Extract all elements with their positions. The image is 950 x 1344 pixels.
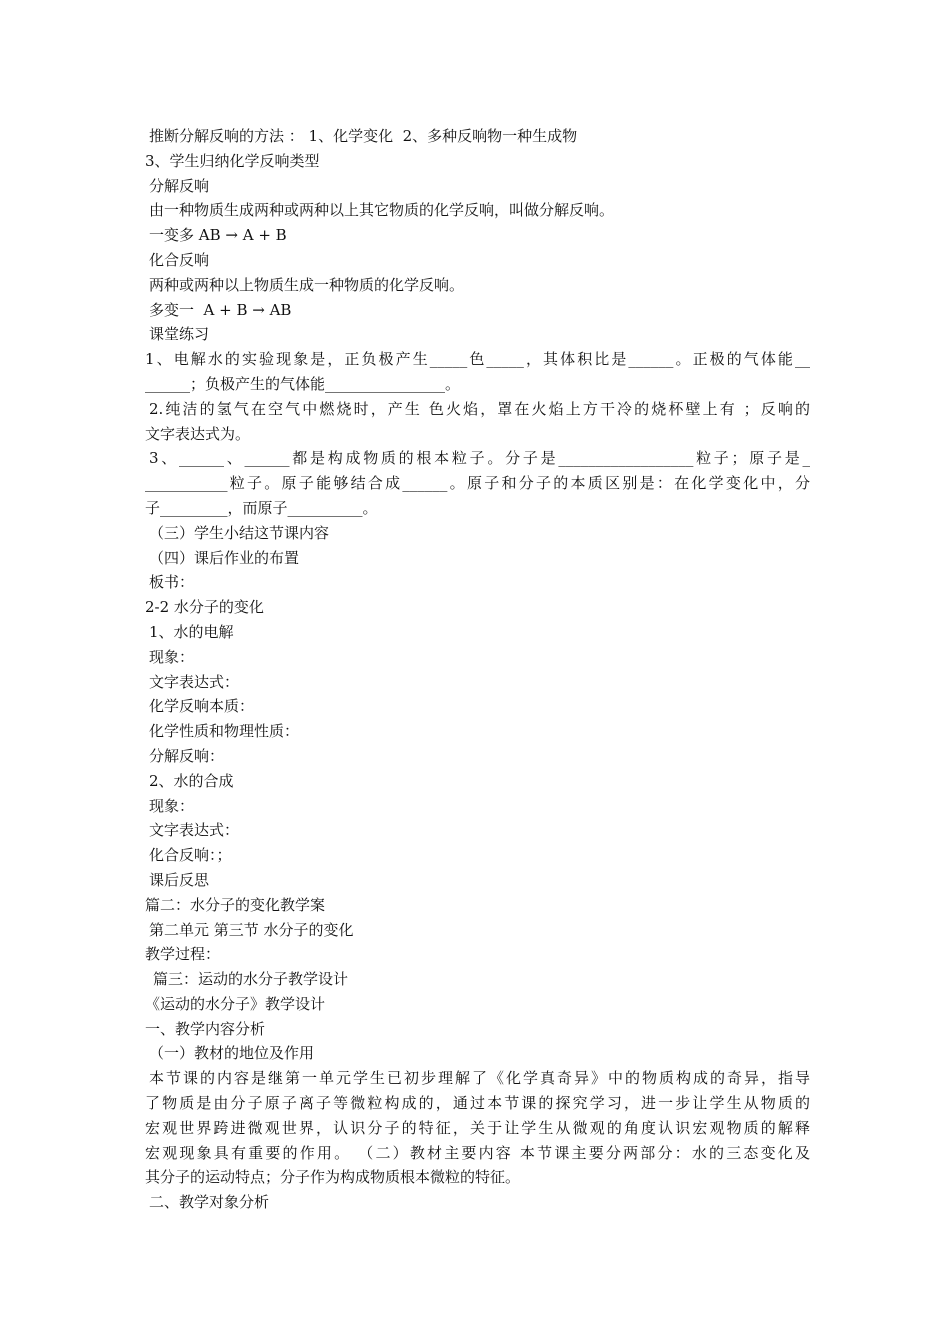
exercise-3-line-3: 子_________，而原子__________。 [145, 498, 378, 517]
heading-textbook-role: （一）教材的地位及作用 [149, 1044, 315, 1063]
article-3-subtitle: 《运动的水分子》教学设计 [145, 994, 326, 1013]
formula-combination: 多变一 A + B → AB [149, 300, 292, 319]
article-2-title: 篇二：水分子的变化教学案 [145, 895, 326, 914]
blackboard-reaction-essence: 化学反响本质： [149, 697, 255, 716]
paragraph-line-5: 其分子的运动特点；分子作为构成物质根本微粒的特征。 [145, 1168, 521, 1187]
blackboard-expression-1: 文字表达式： [149, 672, 240, 691]
paragraph-line-1: 本节课的内容是继第一单元学生已初步理解了《化学真奇异》中的物质构成的奇异，指导 [149, 1069, 810, 1088]
blackboard-item-electrolysis: 1、水的电解 [149, 622, 234, 641]
text-line-2: 3、学生归纳化学反响类型 [145, 151, 320, 170]
exercise-2-line-2: 文字表达式为。 [145, 424, 251, 443]
paragraph-line-4: 宏观现象具有重要的作用。 （二）教材主要内容 本节课主要分两部分：水的三态变化及 [145, 1143, 810, 1162]
paragraph-line-2: 了物质是由分子原子离子等微粒构成的，通过本节课的探究学习，进一步让学生从物质的 [145, 1094, 810, 1113]
paragraph-line-3: 宏观世界跨进微观世界，认识分子的特征，关于让学生从微观的角度认识宏观物质的解释 [145, 1118, 810, 1137]
text-line-1: 推断分解反响的方法 ： 1、化学变化 2、多种反响物一种生成物 [149, 127, 578, 145]
blackboard-properties: 化学性质和物理性质： [149, 722, 300, 741]
heading-blackboard: 板书： [149, 573, 195, 592]
blackboard-expression-2: 文字表达式： [149, 821, 240, 840]
heading-combination: 化合反响 [149, 250, 210, 269]
blackboard-combination: 化合反响：； [149, 846, 232, 865]
blackboard-decomposition: 分解反响： [149, 746, 225, 765]
section-summary: （三）学生小结这节课内容 [149, 523, 330, 542]
blackboard-item-synthesis: 2、水的合成 [149, 771, 234, 790]
heading-decomposition: 分解反响 [149, 176, 210, 195]
definition-combination: 两种或两种以上物质生成一种物质的化学反响。 [149, 275, 465, 294]
exercise-2-line-1: 2.纯洁的氢气在空气中燃烧时，产生 色火焰，罩在火焰上方干冷的烧杯壁上有 ；反响的 [149, 399, 810, 418]
document-page [145, 124, 810, 1215]
article-2-subtitle: 第二单元 第三节 水分子的变化 [149, 920, 354, 939]
blackboard-title: 2-2 水分子的变化 [145, 598, 264, 617]
blackboard-phenomenon-2: 现象： [149, 796, 195, 815]
article-3-title: 篇三：运动的水分子教学设计 [153, 970, 349, 989]
heading-student-analysis: 二、教学对象分析 [149, 1193, 270, 1212]
article-2-process: 教学过程： [145, 945, 221, 964]
heading-content-analysis: 一、教学内容分析 [145, 1019, 266, 1038]
exercise-1-line-1: 1、电解水的实验现象是，正负极产生_____色_____，其体积比是______。正极的气体能__ [145, 350, 810, 369]
formula-decomposition: 一变多 AB → A + B [149, 226, 287, 245]
heading-classroom-practice: 课堂练习 [149, 325, 210, 344]
exercise-3-line-2: ___________粒子。原子能够结合成______。原子和分子的本质区别是：在化学变化中，分 [145, 474, 810, 493]
exercise-3-line-1: 3、______、______都是构成物质的根本粒子。分子是__________________粒子；原子是_ [149, 449, 810, 468]
exercise-1-line-2: ______；负极产生的气体能________________。 [145, 374, 461, 393]
blackboard-phenomenon-1: 现象： [149, 647, 195, 666]
definition-decomposition: 由一种物质生成两种或两种以上其它物质的化学反响，叫做分解反响。 [149, 201, 615, 220]
heading-reflection: 课后反思 [149, 870, 210, 889]
section-homework: （四）课后作业的布置 [149, 548, 300, 567]
